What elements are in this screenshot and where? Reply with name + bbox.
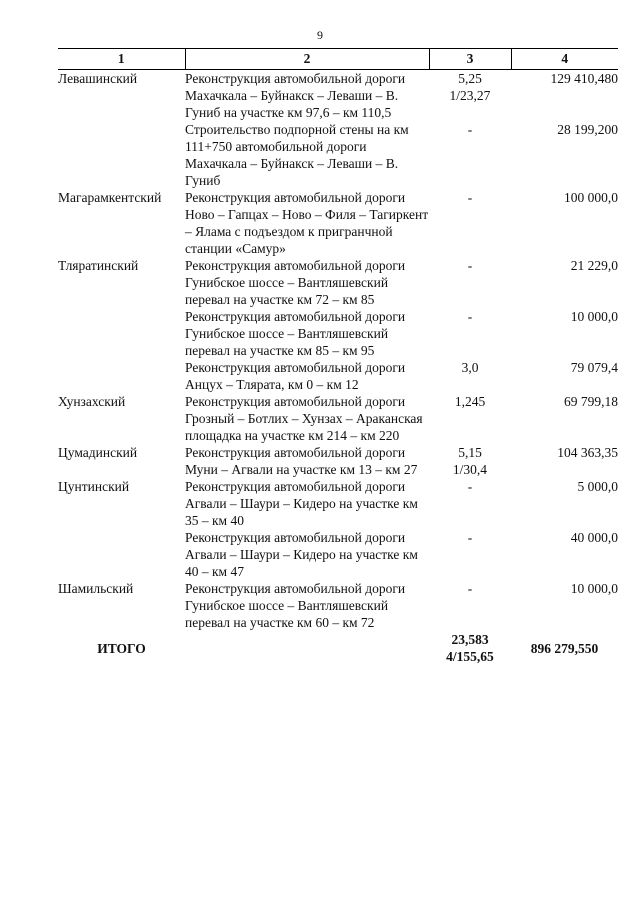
length-cell: 5,15 1/30,4 — [452, 445, 488, 477]
district-cell: Шамильский — [58, 581, 134, 596]
amount-cell: 40 000,0 — [570, 530, 618, 545]
total-row — [58, 631, 618, 665]
page-number: 9 — [317, 28, 323, 42]
amount-cell: 129 410,480 — [550, 71, 618, 86]
length-cell: - — [467, 122, 473, 137]
column-header-1: 1 — [58, 49, 185, 70]
district-cell: Левашинский — [58, 71, 138, 86]
amount-cell: 28 199,200 — [557, 122, 618, 137]
length-cell: - — [467, 309, 473, 324]
amount-cell: 104 363,35 — [557, 445, 618, 460]
district-cell — [58, 359, 185, 393]
length-cell: - — [467, 530, 473, 545]
project-cell: Реконструкция автомобильной дороги Махачкала – Буйнакск – Леваши – В. Гуниб на участке км 97,6 – км 110,5 — [185, 71, 406, 120]
amount-cell: 10 000,0 — [570, 309, 618, 324]
column-header-3: 3 — [429, 49, 511, 70]
length-cell: 5,25 1/23,27 — [449, 71, 491, 103]
amount-cell: 69 799,18 — [564, 394, 618, 409]
total-length: 23,583 4/155,65 — [446, 632, 494, 664]
table-row — [58, 359, 618, 393]
table-row — [58, 189, 618, 257]
amount-cell: 21 229,0 — [570, 258, 618, 273]
table-row — [58, 444, 618, 478]
length-cell: 1,245 — [454, 394, 486, 409]
project-cell: Реконструкция автомобильной дороги Гунибское шоссе – Вантляшевский перевал на участке км 60 – км 72 — [185, 581, 406, 630]
district-cell — [58, 529, 185, 580]
length-cell: - — [467, 190, 473, 205]
total-empty-cell — [185, 631, 429, 665]
table-row — [58, 393, 618, 444]
table-header-row — [58, 49, 618, 70]
project-cell: Реконструкция автомобильной дороги Анцух – Тлярата, км 0 – км 12 — [185, 360, 406, 392]
project-cell: Реконструкция автомобильной дороги Агвали – Шаури – Кидеро на участке км 35 – км 40 — [185, 479, 418, 528]
table-row — [58, 257, 618, 308]
column-header-2: 2 — [185, 49, 429, 70]
district-cell: Тляратинский — [58, 258, 139, 273]
project-cell: Реконструкция автомобильной дороги Муни – Агвали на участке км 13 – км 27 — [185, 445, 418, 477]
table-row — [58, 580, 618, 631]
district-cell: Магарамкентский — [58, 190, 162, 205]
district-cell: Хунзахский — [58, 394, 126, 409]
table-row — [58, 121, 618, 189]
road-projects-table — [58, 48, 618, 665]
length-cell: 3,0 — [461, 360, 479, 375]
length-cell: - — [467, 581, 473, 596]
project-cell: Реконструкция автомобильной дороги Гунибское шоссе – Вантляшевский перевал на участке км 72 – км 85 — [185, 258, 406, 307]
district-cell — [58, 308, 185, 359]
project-cell: Реконструкция автомобильной дороги Грозный – Ботлих – Хунзах – Араканская площадка на участке км 214 – км 220 — [185, 394, 423, 443]
table-row — [58, 70, 618, 122]
length-cell: - — [467, 479, 473, 494]
project-cell: Строительство подпорной стены на км 111+750 автомобильной дороги Махачкала – Буйнакск – Леваши – В. Гуниб — [185, 122, 409, 188]
total-amount: 896 279,550 — [530, 641, 599, 656]
length-cell: - — [467, 258, 473, 273]
table-row — [58, 308, 618, 359]
project-cell: Реконструкция автомобильной дороги Агвали – Шаури – Кидеро на участке км 40 – км 47 — [185, 530, 418, 579]
project-cell: Реконструкция автомобильной дороги Ново – Гапцах – Ново – Филя – Тагиркент – Ялама с подъездом к пригранчной станции «Самур» — [185, 190, 429, 256]
amount-cell: 79 079,4 — [570, 360, 618, 375]
table-row — [58, 529, 618, 580]
district-cell: Цумадинский — [58, 445, 138, 460]
table-row — [58, 478, 618, 529]
amount-cell: 100 000,0 — [564, 190, 618, 205]
total-label: ИТОГО — [97, 641, 146, 656]
column-header-4: 4 — [511, 49, 618, 70]
district-cell: Цунтинский — [58, 479, 130, 494]
table-body — [58, 70, 618, 632]
district-cell — [58, 121, 185, 189]
amount-cell: 5 000,0 — [577, 479, 618, 494]
amount-cell: 10 000,0 — [570, 581, 618, 596]
project-cell: Реконструкция автомобильной дороги Гунибское шоссе – Вантляшевский перевал на участке км 85 – км 95 — [185, 309, 406, 358]
